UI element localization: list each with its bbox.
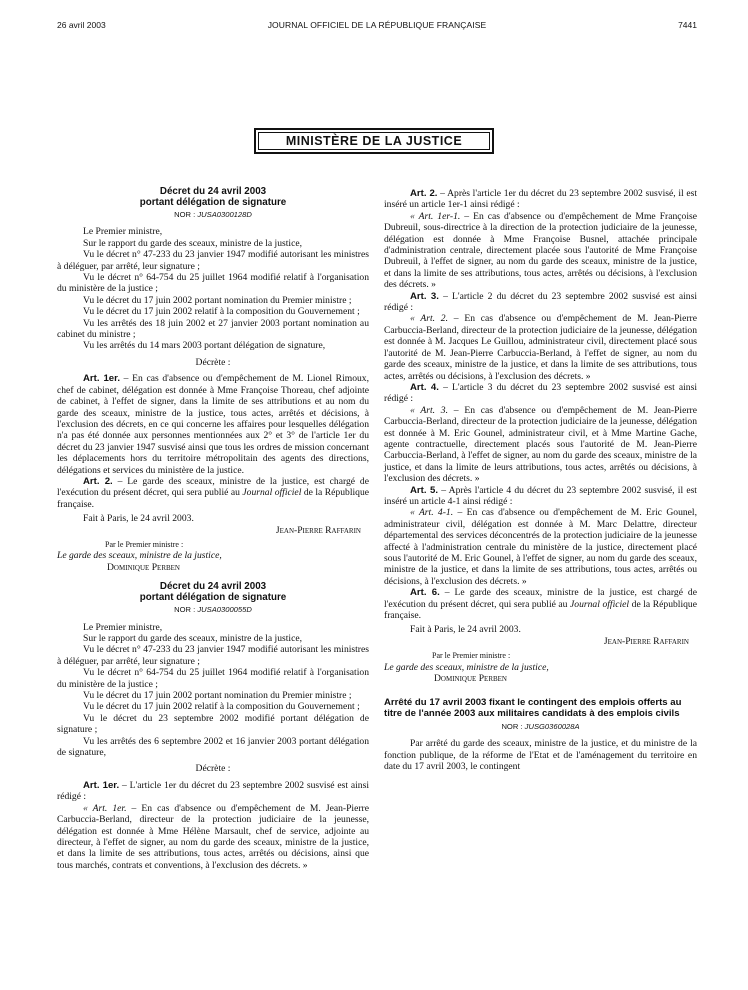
quoted-article-text: – En cas d'absence ou d'empêchement de M. Jean-Pierre Carbuccia-Berland, directeur de la protection judiciaire de la jeunesse, délégation est donnée à M. Jacques Le Guillou, administrateur civil, directement placé sous l'autorité de M. Jean-Pierre Carbuccia-Berland, à l'effet de signer, au nom du garde des sceaux, ministre de la justice, et dans la limite de ses attributions, tous actes, arrêtés ou décisions, à l'exclusion des décrets. » (384, 313, 697, 382)
paragraph: Vu les arrêtés des 6 septembre 2002 et 16 janvier 2003 portant délégation de signature, (57, 735, 369, 759)
quoted-article (384, 313, 697, 381)
article (57, 780, 369, 803)
article-text: de la République française. (57, 487, 370, 510)
signature-perben: Dominique Perben (434, 673, 507, 685)
par-le-premier-ministre: Par le Premier ministre : (432, 651, 511, 661)
article (384, 291, 697, 314)
article-text: – L'article 1er du décret du 23 septembre 2002 susvisé est ainsi rédigé : (57, 779, 369, 803)
paragraph: Vu le décret n° 64-754 du 25 juillet 1964 modifié relatif à l'organisation du ministère de la justice ; (57, 272, 369, 295)
ministry-title: MINISTÈRE DE LA JUSTICE (285, 134, 463, 148)
left-column (57, 186, 369, 871)
header-date: 26 avril 2003 (57, 20, 106, 30)
signature: Jean-Pierre Raffarin (275, 524, 361, 536)
article-text: – Après l'article 1er du décret du 23 septembre 2002 susvisé, il est inséré un article 1er-1 ainsi rédigé : (384, 188, 697, 211)
decree1-title-line1: Décret du 24 avril 2003 (159, 186, 267, 197)
nor-code: JUSA0300055D (197, 605, 252, 615)
quoted-article (57, 803, 369, 871)
article (57, 476, 369, 510)
quoted-article (384, 211, 697, 291)
decree2-nor (57, 604, 369, 615)
paragraph: Vu les arrêtés des 18 juin 2002 et 27 janvier 2003 portant nomination au cabinet du ministre ; (57, 317, 369, 341)
article-text: – Après l'article 4 du décret du 23 septembre 2002 susvisé, il est inséré un article 4-1 ainsi rédigé : (384, 484, 697, 507)
paragraph: Vu le décret n° 47-233 du 23 janvier 1947 modifié autorisant les ministres à déléguer, par arrêté, leur signature ; (57, 249, 369, 272)
decrete: Décrète : (195, 356, 231, 368)
quoted-article-label: « Art. 4-1. (410, 507, 454, 519)
signature: Jean-Pierre Raffarin (603, 635, 689, 647)
article-label: Art. 6. (410, 587, 440, 599)
decree2-title-line1: Décret du 24 avril 2003 (159, 581, 267, 593)
quoted-article-label: « Art. 2. (410, 313, 449, 325)
nor-label: NOR : (174, 210, 196, 219)
garde-des-sceaux: Le garde des sceaux, ministre de la justice, (384, 661, 549, 673)
decree1-title (57, 186, 369, 208)
article-text: – L'article 3 du décret du 23 septembre 2002 susvisé est ainsi rédigé : (384, 381, 697, 405)
paragraph: Sur le rapport du garde des sceaux, ministre de la justice, (83, 633, 302, 644)
ministry-box (254, 128, 494, 154)
article (384, 587, 697, 621)
nor-code: JUSA0300128D (197, 210, 252, 219)
article-label: Art. 3. (410, 290, 439, 302)
spacer (57, 573, 369, 581)
paragraph: Sur le rapport du garde des sceaux, ministre de la justice, (83, 237, 302, 249)
article-text: – Le garde des sceaux, ministre de la justice, est chargé de l'exécution du présent décret, qui sera publié au (384, 587, 697, 610)
article-text: – Le garde des sceaux, ministre de la justice, est chargé de l'exécution du présent décret, qui sera publié au (57, 475, 369, 499)
quoted-article-text: – En cas d'absence ou d'empêchement de M. Eric Gounel, administrateur civil, délégation est donnée à M. Marc Delattre, directeur départemental des services déconcentrés de la protection judiciaire de la jeunesse affecté à l'administration centrale du ministère de la justice, directement placé sous l'autorité de M. Eric Gounel, à l'effet de signer, au nom du garde des sceaux, ministre de la justice, et dans la limite de ses attributions, tous actes, arrêtés ou décisions, à l'exclusion des décrets. » (384, 507, 697, 587)
quoted-article-label: « Art. 1er-1. (410, 210, 461, 222)
decree2-title (57, 581, 369, 603)
journal-officiel: Journal officiel (242, 487, 302, 499)
right-column (384, 188, 697, 773)
quoted-article (384, 405, 697, 485)
article (384, 485, 697, 508)
nor-code: JUSG0360028A (524, 722, 580, 732)
article-label: Art. 2. (410, 188, 438, 199)
quoted-article-text: – En cas d'absence ou d'empêchement de M. Jean-Pierre Carbuccia-Berland, directeur de la protection judiciaire de la jeunesse, délégation est donnée à M. Eric Gounel, administrateur civil, et à Mme Martine Gache, agente contractuelle, directement placés sous l'autorité de M. Jean-Pierre Carbuccia-Berland, à l'effet de signer, au nom du garde des sceaux, ministre de la justice, et dans la limite de leurs attributions, tous actes, arrêtés ou décisions, à l'exclusion des décrets. » (384, 404, 697, 485)
quoted-article-label: « Art. 3. (410, 404, 449, 416)
article (384, 188, 697, 211)
decrete: Décrète : (195, 763, 231, 775)
spacer (384, 684, 697, 698)
paragraph: Le Premier ministre, (83, 621, 163, 633)
nor-label: NOR : (501, 722, 523, 732)
paragraph: Vu le décret n° 64-754 du 25 juillet 1964 modifié relatif à l'organisation du ministère de la justice ; (57, 667, 369, 690)
decree1-title-line2: portant délégation de signature (139, 197, 287, 208)
paragraph: Le Premier ministre, (83, 226, 163, 238)
paragraph: Vu les arrêtés du 14 mars 2003 portant délégation de signature, (83, 340, 326, 352)
quoted-article-text: – En cas d'absence ou d'empêchement de Mme Françoise Dubreuil, sous-directrice à la direction de la protection judiciaire de la jeunesse, délégation est donnée à Mme Françoise Busnel, attachée principale d'administration centrale, directement placée sous l'autorité de Mme Françoise Dubreuil, à l'effet de signer, au nom du garde des sceaux, ministre de la justice, et dans la limite de ses attributions, tous actes, arrêtés ou décisions, à l'exclusion des décrets. » (384, 210, 697, 291)
article-text: – En cas d'absence ou d'empêchement de M. Lionel Rimoux, chef de cabinet, délégation est donnée à Mme Françoise Thoreau, chef adjointe de cabinet, à l'effet de signer, dans la limite de ses attributions et au nom du garde des sceaux, ministre de la justice, tous actes, arrêtés et décisions, à l'exclusion des décrets, en ce qui concerne les affaires pour lesquelles délégation n'a pas été donnée aux personnes mentionnées aux 2° et 3° de l'article 1er du décret du 23 janvier 1947 susvisé ainsi que tous les ordres de mission concernant les déplacements hors du territoire métropolitain des agents des directions, délégations et services du ministère de la justice. (57, 373, 369, 476)
journal-officiel: Journal officiel (570, 598, 630, 610)
article-text: de la République française. (384, 598, 697, 622)
article-label: Art. 4. (410, 381, 439, 393)
header-page-number: 7441 (678, 20, 697, 30)
decree2-title-line2: portant délégation de signature (139, 592, 287, 604)
article-label: Art. 5. (410, 484, 438, 496)
paragraph: Vu le décret du 17 juin 2002 portant nomination du Premier ministre ; (83, 690, 352, 702)
paragraph: Vu le décret du 17 juin 2002 relatif à la composition du Gouvernement ; (83, 306, 360, 318)
nor-label: NOR : (174, 605, 196, 615)
article-text: – L'article 2 du décret du 23 septembre 2002 susvisé est ainsi rédigé : (384, 290, 697, 314)
header-journal: JOURNAL OFFICIEL DE LA RÉPUBLIQUE FRANÇAISE (267, 20, 487, 30)
arrete-nor (384, 721, 697, 732)
paragraph: Vu le décret n° 47-233 du 23 janvier 1947 modifié autorisant les ministres à déléguer, par arrêté, leur signature ; (57, 644, 369, 667)
article (57, 373, 369, 476)
fait-a-paris: Fait à Paris, le 24 avril 2003. (83, 513, 194, 525)
article-label: Art. 1er. (83, 373, 120, 385)
paragraph: Par arrêté du garde des sceaux, ministre de la justice, et du ministre de la fonction publique, de la réforme de l'Etat et de l'aménagement du territoire en date du 17 avril 2003, le contingent (384, 738, 697, 773)
paragraph: Vu le décret du 17 juin 2002 portant nomination du Premier ministre ; (83, 294, 352, 306)
quoted-article-label: « Art. 1er. (83, 802, 127, 814)
quoted-article-text: – En cas d'absence ou d'empêchement de M. Jean-Pierre Carbuccia-Berland, directeur de la protection judiciaire de la jeunesse, délégation est donnée à Mme Hélène Marsault, chef de service, adjointe au directeur, à l'effet de signer, au nom du garde des sceaux, ministre de la justice, et dans la limite de ses attributions, tous actes, arrêtés ou décisions, ainsi que tous marchés, contrats et conventions, à l'exclusion des décrets. » (57, 802, 370, 871)
fait-a-paris: Fait à Paris, le 24 avril 2003. (410, 624, 521, 636)
paragraph: Vu le décret du 23 septembre 2002 modifié portant délégation de signature ; (57, 712, 369, 736)
par-le-premier-ministre: Par le Premier ministre : (105, 539, 184, 549)
article-label: Art. 2. (83, 475, 113, 487)
quoted-article (384, 507, 697, 587)
paragraph: Vu le décret du 17 juin 2002 relatif à la composition du Gouvernement ; (83, 701, 360, 713)
arrete-title: Arrêté du 17 avril 2003 fixant le contingent des emplois offerts au titre de l'année 2003 aux militaires candidats à des emplois civils (384, 697, 682, 720)
article (384, 382, 697, 405)
decree1-nor (57, 209, 369, 220)
signature-perben: Dominique Perben (107, 561, 180, 573)
garde-des-sceaux: Le garde des sceaux, ministre de la justice, (57, 550, 222, 562)
article-label: Art. 1er. (83, 779, 120, 791)
